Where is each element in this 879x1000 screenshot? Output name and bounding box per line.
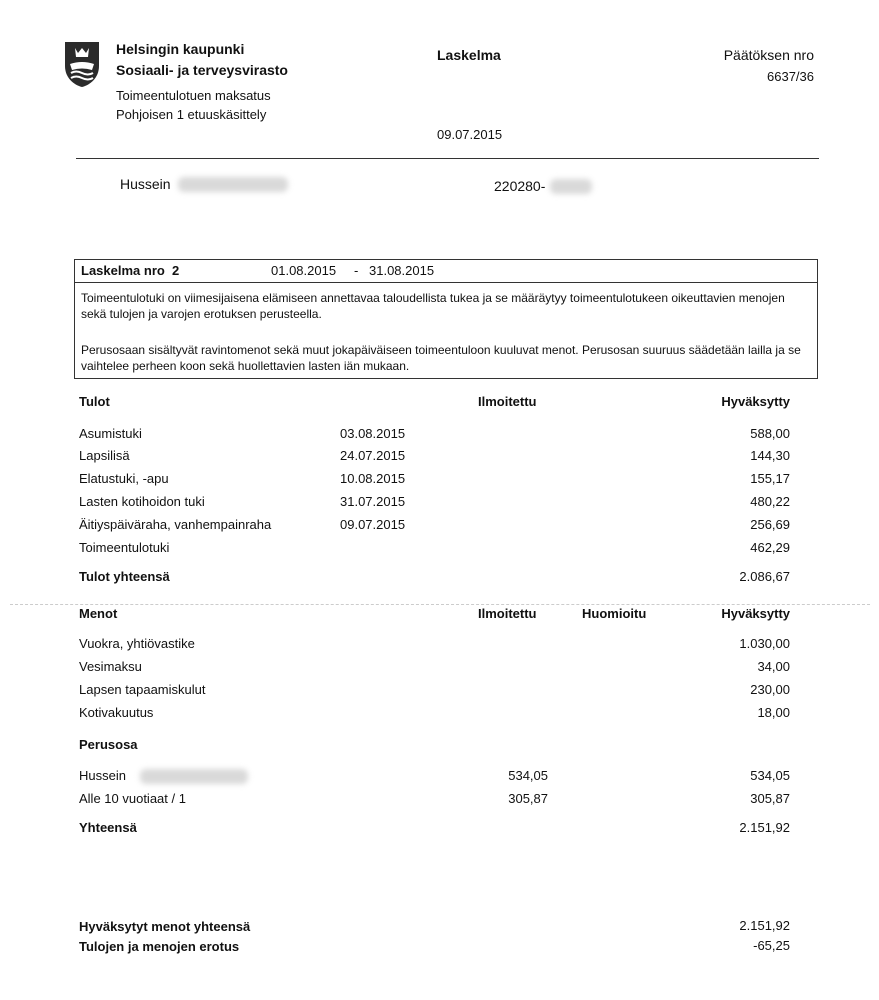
income-total-value: 2.086,67 [739,569,790,584]
person-name: Hussein [120,176,171,192]
expenses-heading: Menot [79,606,118,621]
redacted-surname [140,769,248,784]
redacted-surname [178,177,288,192]
approved-expenses-value: 2.151,92 [739,918,790,933]
income-row-date: 03.08.2015 [340,426,406,441]
income-row-value: 462,29 [750,540,790,555]
basic-total-value: 2.151,92 [739,820,790,835]
expense-row-label: Kotivakuutus [79,705,154,720]
basic-row-reported: 534,05 [508,768,548,783]
expenses-col-considered: Huomioitu [582,606,647,621]
expense-row-value: 18,00 [757,705,790,720]
income-expense-difference-label: Tulojen ja menojen erotus [79,939,240,954]
income-row-value: 155,17 [750,471,790,486]
income-row-label: Lapsilisä [79,448,130,463]
income-row-date: 24.07.2015 [340,448,406,463]
income-row-label: Lasten kotihoidon tuki [79,494,205,509]
income-total-label: Tulot yhteensä [79,569,170,584]
income-row-value: 144,30 [750,448,790,463]
period-end: 31.08.2015 [369,263,435,278]
income-row-label: Elatustuki, -apu [79,471,169,486]
person-id: 220280- [494,178,546,194]
redacted-id-suffix [550,179,592,194]
income-row-date: 09.07.2015 [340,517,406,532]
expense-row-value: 34,00 [757,659,790,674]
expense-row-label: Vesimaksu [79,659,142,674]
expenses-col-reported: Ilmoitettu [478,606,537,621]
income-expense-difference-value: -65,25 [753,938,790,953]
helsinki-coat-of-arms-icon [63,40,101,88]
org-department: Sosiaali- ja terveysvirasto [116,62,288,78]
calc-number: Laskelma nro 2 [81,263,180,278]
period-separator: - [354,263,359,278]
income-row-date: 31.07.2015 [340,494,406,509]
info-paragraph-1: Toimeentulotuki on viimesijaisena elämiseen annettavaa taloudellista tukea ja se määräytyy toimeentulotukeen oikeuttavien menojen sekä tulojen ja varojen erotuksen perusteella. [81,291,785,321]
dept-line-1: Toimeentulotuen maksatus [116,88,271,103]
basic-row-reported: 305,87 [508,791,548,806]
header-divider [76,158,819,159]
expense-row-label: Lapsen tapaamiskulut [79,682,206,697]
basic-row-label: Alle 10 vuotiaat / 1 [79,791,186,806]
income-row-label: Toimeentulotuki [79,540,170,555]
income-col-reported: Ilmoitettu [478,394,537,409]
decision-number: 6637/36 [767,69,814,84]
income-row-value: 256,69 [750,517,790,532]
income-row-date: 10.08.2015 [340,471,406,486]
income-row-label: Asumistuki [79,426,142,441]
calc-title-box [74,259,818,283]
expense-row-value: 230,00 [750,682,790,697]
basic-row-value: 305,87 [750,791,790,806]
scan-fold-line [10,604,870,605]
basic-row-value: 534,05 [750,768,790,783]
income-col-accepted: Hyväksytty [721,394,790,409]
doc-date: 09.07.2015 [437,127,503,142]
expenses-col-accepted: Hyväksytty [721,606,790,621]
expense-row-value: 1.030,00 [739,636,790,651]
basic-total-label: Yhteensä [79,820,137,835]
dept-line-2: Pohjoisen 1 etuuskäsittely [116,107,267,122]
info-paragraph-2: Perusosaan sisältyvät ravintomenot sekä muut jokapäiväiseen toimeentuloon kuuluvat menot. Perusosan suuruus säädetään lailla ja se vaihtelee perheen koon sekä huollettavien lasten iän mukaan. [81,343,801,373]
approved-expenses-label: Hyväksytyt menot yhteensä [79,919,251,934]
income-row-label: Äitiyspäiväraha, vanhempainraha [79,517,272,532]
income-row-value: 588,00 [750,426,790,441]
expense-row-label: Vuokra, yhtiövastike [79,636,195,651]
basic-heading: Perusosa [79,737,138,752]
basic-row-label: Hussein [79,768,126,783]
period-start: 01.08.2015 [271,263,337,278]
income-heading: Tulot [79,394,110,409]
doc-title: Laskelma [437,47,501,63]
org-name: Helsingin kaupunki [116,41,245,57]
decision-label: Päätöksen nro [723,47,814,63]
income-row-value: 480,22 [750,494,790,509]
